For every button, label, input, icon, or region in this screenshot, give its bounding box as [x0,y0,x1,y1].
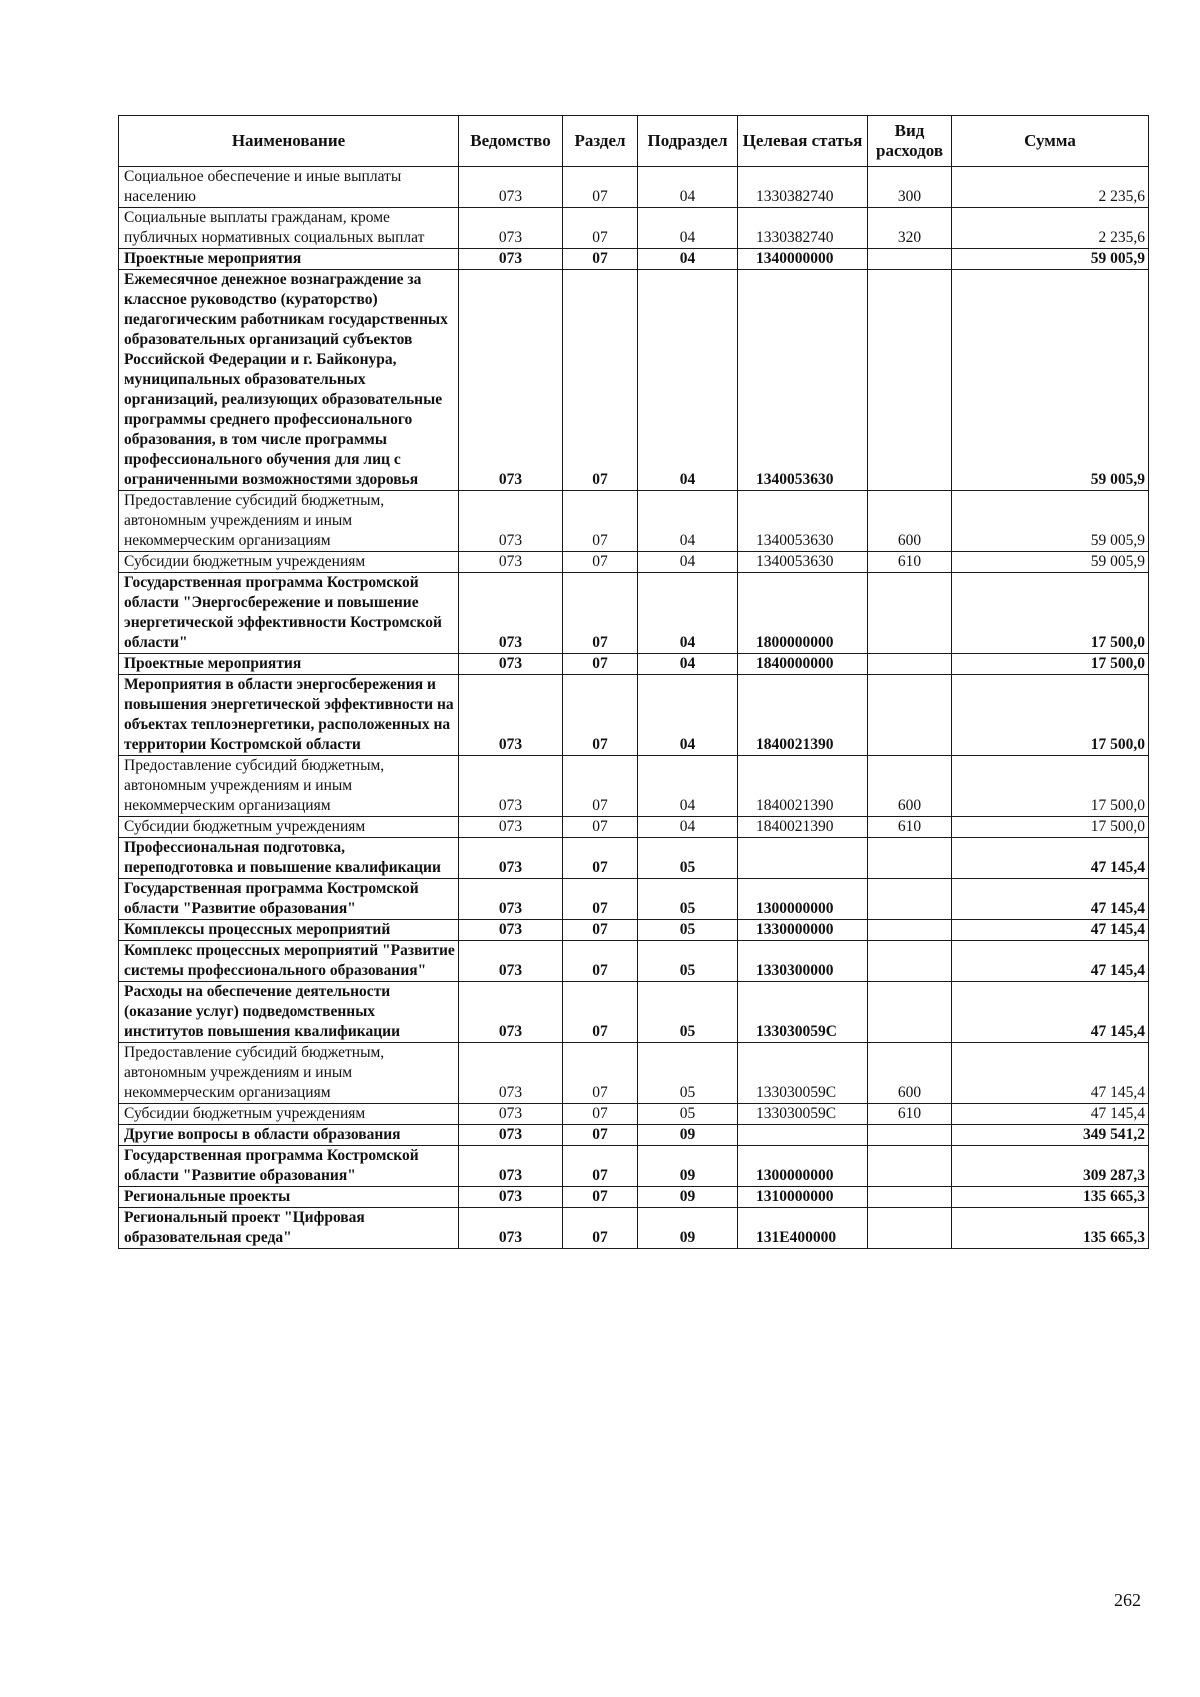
table-row [119,552,1149,573]
row-department: 073 [459,756,563,817]
row-expense-type [868,1125,952,1146]
row-section: 07 [563,1043,638,1104]
table-row [119,1043,1149,1104]
table-row [119,982,1149,1043]
row-target: 1330000000 [738,920,868,941]
row-department: 073 [459,208,563,249]
table-row [119,838,1149,879]
table-row [119,1146,1149,1187]
row-name: Проектные мероприятия [119,249,459,270]
row-expense-type [868,654,952,675]
table-row [119,1104,1149,1125]
row-target: 1840021390 [738,817,868,838]
row-amount: 2 235,6 [952,167,1149,208]
row-expense-type: 320 [868,208,952,249]
row-subsection: 09 [638,1187,738,1208]
table-row [119,675,1149,756]
row-amount: 135 665,3 [952,1208,1149,1249]
row-target: 133030059С [738,1043,868,1104]
row-department: 073 [459,1146,563,1187]
row-expense-type [868,920,952,941]
header-expense-type: Вид расходов [868,116,952,167]
table-header-row [119,116,1149,167]
table-row [119,817,1149,838]
row-expense-type [868,249,952,270]
row-expense-type: 610 [868,817,952,838]
row-section: 07 [563,270,638,491]
row-subsection: 04 [638,167,738,208]
row-section: 07 [563,573,638,654]
table-row [119,270,1149,491]
table-row [119,491,1149,552]
row-section: 07 [563,208,638,249]
row-target: 1340000000 [738,249,868,270]
row-expense-type [868,1187,952,1208]
row-name: Проектные мероприятия [119,654,459,675]
row-name: Мероприятия в области энергосбережения и повышения энергетической эффективности на объектах теплоэнергетики, расположенных на территории Костромской области [119,675,459,756]
row-section: 07 [563,1104,638,1125]
row-department: 073 [459,491,563,552]
row-section: 07 [563,838,638,879]
row-expense-type: 600 [868,491,952,552]
row-name: Социальное обеспечение и иные выплаты населению [119,167,459,208]
row-target: 133030059С [738,1104,868,1125]
row-name: Субсидии бюджетным учреждениям [119,817,459,838]
row-expense-type [868,838,952,879]
header-amount: Сумма [952,116,1149,167]
row-expense-type [868,573,952,654]
row-section: 07 [563,1208,638,1249]
row-target: 1840021390 [738,675,868,756]
row-target: 1800000000 [738,573,868,654]
row-department: 073 [459,1187,563,1208]
row-department: 073 [459,1043,563,1104]
table-row [119,920,1149,941]
row-amount: 135 665,3 [952,1187,1149,1208]
row-section: 07 [563,675,638,756]
row-amount: 17 500,0 [952,817,1149,838]
header-subsection: Подраздел [638,116,738,167]
row-section: 07 [563,941,638,982]
row-section: 07 [563,654,638,675]
row-subsection: 04 [638,573,738,654]
row-subsection: 05 [638,879,738,920]
row-expense-type: 300 [868,167,952,208]
table-row [119,167,1149,208]
row-department: 073 [459,879,563,920]
row-section: 07 [563,879,638,920]
row-name: Ежемесячное денежное вознаграждение за классное руководство (кураторство) педагогическим работникам государственных образовательных организаций субъектов Российской Федерации и г. Байконура, муниципальных образовательных организаций, реализующих образовательные программы среднего профессионального образования, в том числе программы профессионального обучения для лиц с ограниченными возможностями здоровья [119,270,459,491]
row-name: Государственная программа Костромской области "Энергосбережение и повышение энергетической эффективности Костромской области" [119,573,459,654]
row-department: 073 [459,552,563,573]
table-row [119,756,1149,817]
row-subsection: 05 [638,838,738,879]
row-subsection: 04 [638,208,738,249]
row-target: 133030059С [738,982,868,1043]
header-department: Ведомство [459,116,563,167]
row-subsection: 09 [638,1208,738,1249]
row-section: 07 [563,249,638,270]
table-row [119,208,1149,249]
row-name: Социальные выплаты гражданам, кроме публичных нормативных социальных выплат [119,208,459,249]
row-department: 073 [459,941,563,982]
row-department: 073 [459,817,563,838]
row-name: Расходы на обеспечение деятельности (оказание услуг) подведомственных институтов повышения квалификации [119,982,459,1043]
row-target: 1340053630 [738,491,868,552]
row-amount: 59 005,9 [952,491,1149,552]
row-expense-type [868,675,952,756]
row-department: 073 [459,249,563,270]
row-amount: 349 541,2 [952,1125,1149,1146]
row-target: 1840000000 [738,654,868,675]
row-subsection: 09 [638,1146,738,1187]
row-name: Предоставление субсидий бюджетным, автономным учреждениям и иным некоммерческим организациям [119,756,459,817]
table-row [119,573,1149,654]
row-department: 073 [459,675,563,756]
row-amount: 309 287,3 [952,1146,1149,1187]
row-department: 073 [459,167,563,208]
header-name: Наименование [119,116,459,167]
row-department: 073 [459,270,563,491]
row-section: 07 [563,552,638,573]
row-section: 07 [563,167,638,208]
row-department: 073 [459,1104,563,1125]
row-amount: 59 005,9 [952,552,1149,573]
row-department: 073 [459,982,563,1043]
row-expense-type [868,1146,952,1187]
row-amount: 47 145,4 [952,1104,1149,1125]
row-name: Государственная программа Костромской области "Развитие образования" [119,1146,459,1187]
row-name: Комплексы процессных мероприятий [119,920,459,941]
row-section: 07 [563,756,638,817]
row-department: 073 [459,838,563,879]
row-name: Профессиональная подготовка, переподготовка и повышение квалификации [119,838,459,879]
row-subsection: 04 [638,756,738,817]
row-name: Региональный проект "Цифровая образовательная среда" [119,1208,459,1249]
row-amount: 47 145,4 [952,982,1149,1043]
row-subsection: 04 [638,817,738,838]
row-target: 1330382740 [738,167,868,208]
row-subsection: 04 [638,491,738,552]
row-target [738,838,868,879]
row-expense-type: 600 [868,1043,952,1104]
row-section: 07 [563,920,638,941]
row-subsection: 04 [638,249,738,270]
row-subsection: 05 [638,941,738,982]
row-amount: 47 145,4 [952,941,1149,982]
row-section: 07 [563,491,638,552]
row-subsection: 05 [638,982,738,1043]
row-target: 1300000000 [738,1146,868,1187]
table-row [119,879,1149,920]
row-subsection: 05 [638,1104,738,1125]
row-subsection: 04 [638,270,738,491]
row-target: 1840021390 [738,756,868,817]
row-department: 073 [459,920,563,941]
row-amount: 2 235,6 [952,208,1149,249]
row-section: 07 [563,1125,638,1146]
row-section: 07 [563,1187,638,1208]
row-target: 1340053630 [738,270,868,491]
row-target [738,1125,868,1146]
budget-table [118,115,1149,1249]
row-amount: 17 500,0 [952,573,1149,654]
table-body [119,167,1149,1249]
row-name: Региональные проекты [119,1187,459,1208]
row-target: 1300000000 [738,879,868,920]
row-amount: 17 500,0 [952,756,1149,817]
row-amount: 47 145,4 [952,1043,1149,1104]
row-expense-type: 600 [868,756,952,817]
row-expense-type [868,270,952,491]
row-expense-type [868,982,952,1043]
row-name: Комплекс процессных мероприятий "Развитие системы профессионального образования" [119,941,459,982]
row-section: 07 [563,1146,638,1187]
row-section: 07 [563,817,638,838]
table-row [119,654,1149,675]
row-subsection: 04 [638,675,738,756]
row-expense-type [868,879,952,920]
row-expense-type: 610 [868,552,952,573]
row-name: Государственная программа Костромской области "Развитие образования" [119,879,459,920]
row-amount: 59 005,9 [952,249,1149,270]
header-target: Целевая статья [738,116,868,167]
row-subsection: 05 [638,920,738,941]
row-section: 07 [563,982,638,1043]
row-department: 073 [459,654,563,675]
row-name: Другие вопросы в области образования [119,1125,459,1146]
row-name: Субсидии бюджетным учреждениям [119,1104,459,1125]
row-amount: 47 145,4 [952,879,1149,920]
row-target: 1330382740 [738,208,868,249]
row-subsection: 05 [638,1043,738,1104]
table-row [119,1125,1149,1146]
row-department: 073 [459,1125,563,1146]
row-amount: 47 145,4 [952,838,1149,879]
row-name: Предоставление субсидий бюджетным, автономным учреждениям и иным некоммерческим организациям [119,491,459,552]
row-expense-type [868,1208,952,1249]
row-expense-type: 610 [868,1104,952,1125]
row-department: 073 [459,573,563,654]
row-subsection: 09 [638,1125,738,1146]
row-expense-type [868,941,952,982]
page-number: 262 [1114,1590,1141,1610]
row-subsection: 04 [638,654,738,675]
table-row [119,1187,1149,1208]
row-amount: 59 005,9 [952,270,1149,491]
header-section: Раздел [563,116,638,167]
row-amount: 17 500,0 [952,654,1149,675]
row-target: 1330300000 [738,941,868,982]
row-target: 1340053630 [738,552,868,573]
row-target: 131Е400000 [738,1208,868,1249]
row-name: Субсидии бюджетным учреждениям [119,552,459,573]
row-target: 1310000000 [738,1187,868,1208]
table-row [119,249,1149,270]
row-department: 073 [459,1208,563,1249]
table-row [119,1208,1149,1249]
row-amount: 17 500,0 [952,675,1149,756]
table-row [119,941,1149,982]
row-amount: 47 145,4 [952,920,1149,941]
row-name: Предоставление субсидий бюджетным, автономным учреждениям и иным некоммерческим организациям [119,1043,459,1104]
row-subsection: 04 [638,552,738,573]
